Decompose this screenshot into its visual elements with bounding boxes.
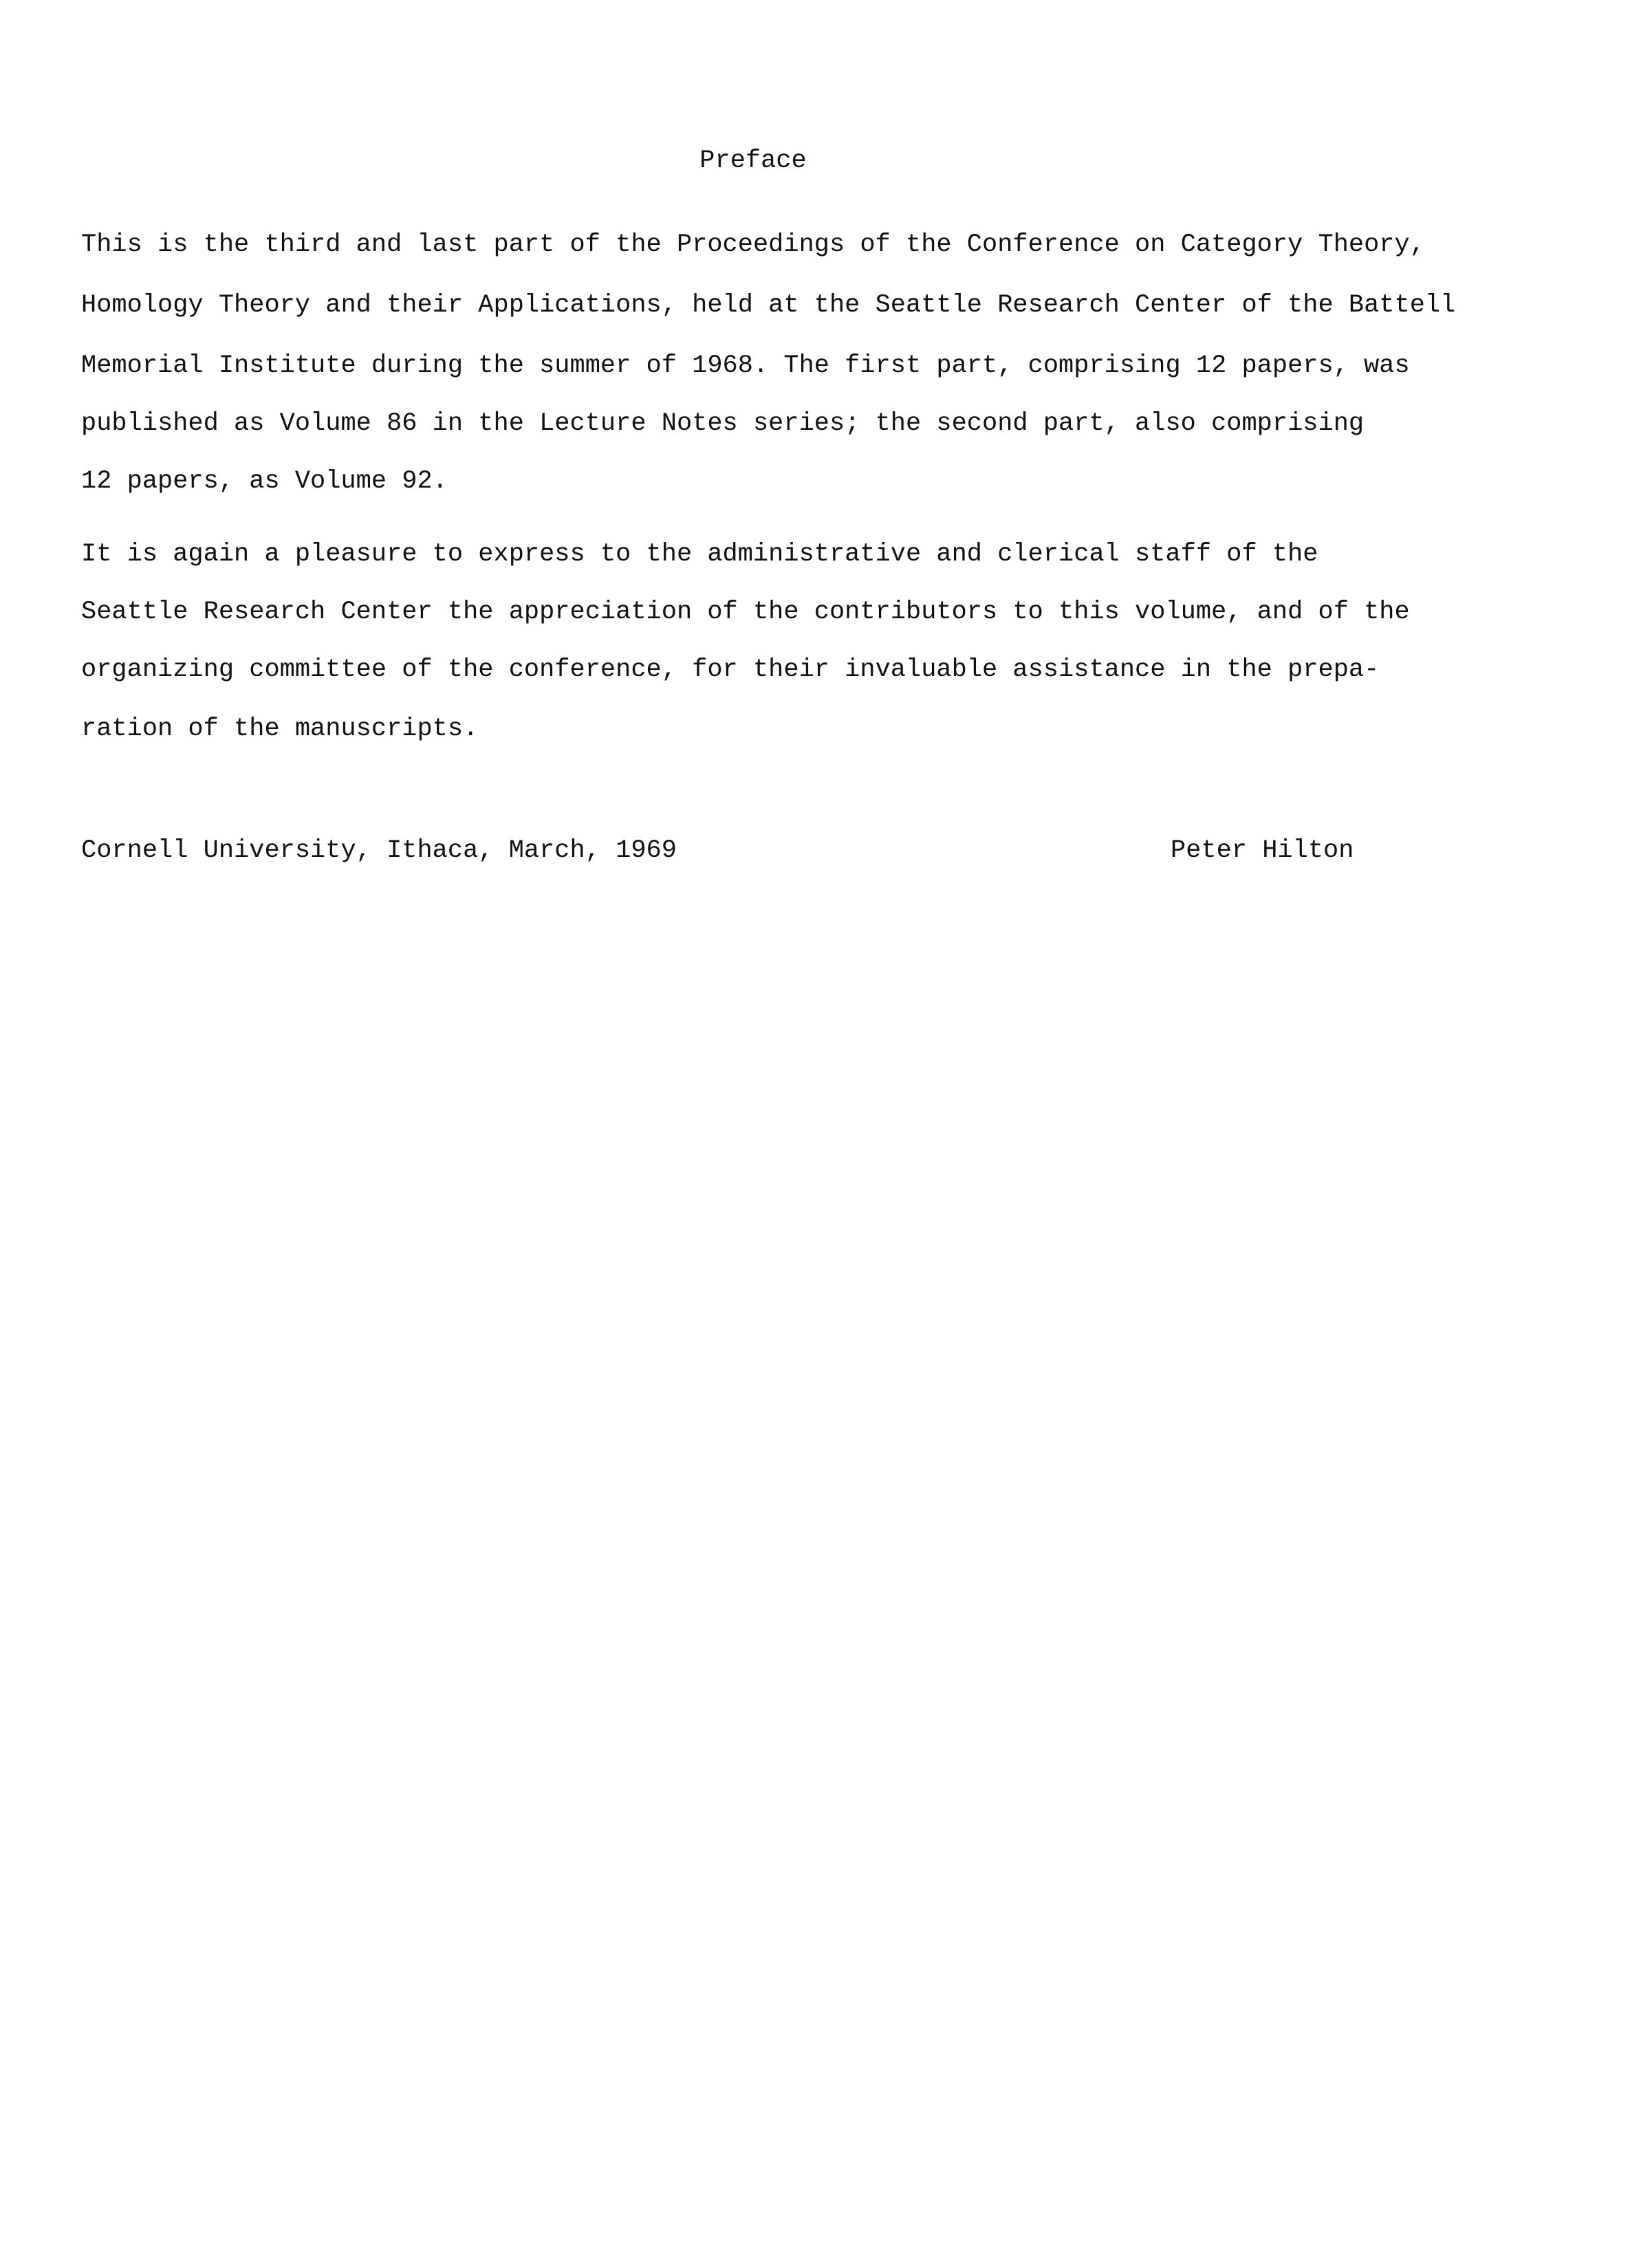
paragraph-line: Memorial Institute during the summer of 1968. The first part, comprising 12 papers, was (81, 351, 1410, 380)
paragraph-line: 12 papers, as Volume 92. (81, 467, 448, 496)
paragraph-line: published as Volume 86 in the Lecture Notes series; the second part, also comprising (81, 409, 1365, 438)
signature-place-date: Cornell University, Ithaca, March, 1969 (81, 836, 677, 865)
signature-author: Peter Hilton (1171, 836, 1354, 865)
paragraph-line: organizing committee of the conference, for their invaluable assistance in the prepa- (81, 655, 1380, 684)
paragraph-line: This is the third and last part of the Proceedings of the Conference on Category Theory, (81, 230, 1425, 259)
paragraph-line: Seattle Research Center the appreciation of the contributors to this volume, and of the (81, 598, 1410, 627)
paragraph-line: Homology Theory and their Applications, held at the Seattle Research Center of the Battell (81, 291, 1456, 320)
paragraph-line: It is again a pleasure to express to the administrative and clerical staff of the (81, 540, 1318, 569)
page-title: Preface (699, 146, 807, 175)
paragraph-line: ration of the manuscripts. (81, 715, 479, 743)
